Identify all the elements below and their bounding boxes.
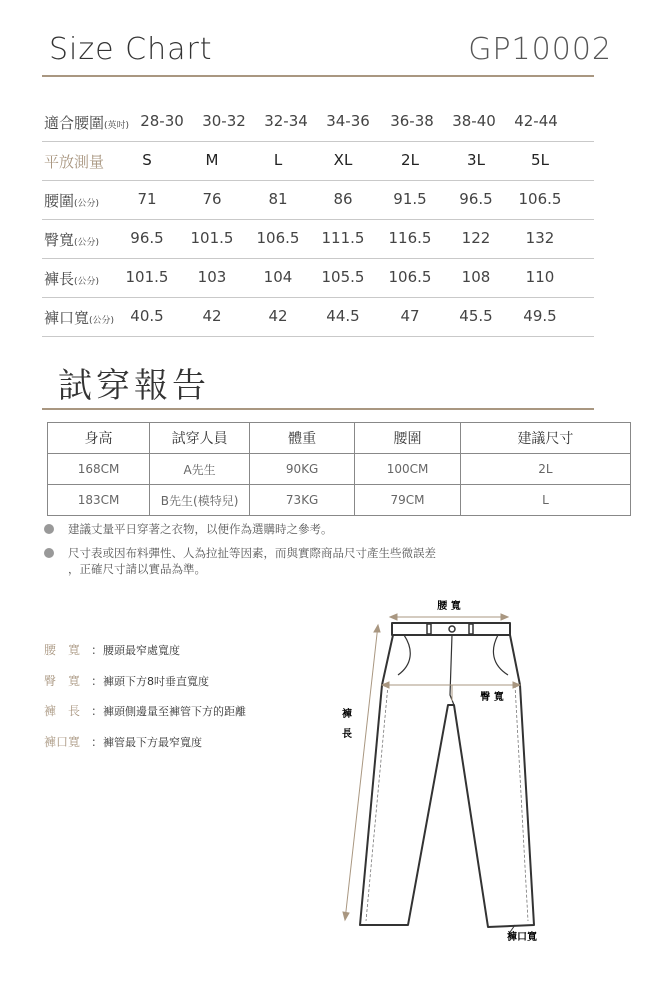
unit-label: (公分) (74, 199, 100, 209)
cell: 38-40 (452, 112, 496, 130)
waist-label: 腰 寬 (437, 601, 461, 612)
row-label (44, 112, 129, 133)
size-cell: L (273, 151, 283, 169)
size-cell: 2L (401, 151, 419, 169)
fit-report-table (47, 422, 631, 516)
seam-lines (366, 685, 528, 921)
cell: 91.5 (393, 190, 427, 208)
hem-label: 褲口寬 (507, 932, 537, 943)
definition-term: 腰 寬 (44, 643, 81, 657)
note-text: 尺寸表或因布料彈性、人為拉扯等因素，而與實際商品尺寸產生些微誤差 (68, 546, 436, 560)
cell: 81 (268, 190, 288, 208)
definition-desc: 褲管最下方最窄寬度 (103, 736, 203, 749)
table-cell: L (460, 485, 630, 516)
size-row-hem (42, 297, 594, 337)
table-cell: B先生(模特兒) (150, 485, 250, 516)
unit-label: (英吋) (104, 121, 130, 131)
cell: 106.5 (388, 268, 432, 286)
cell: 106.5 (518, 190, 562, 208)
table-cell: 2L (460, 454, 630, 485)
table-cell: 100CM (355, 454, 461, 485)
definition-length: 褲 長 ：褲頭側邊量至褲管下方的距離 (44, 704, 247, 718)
definition-term: 褲口寬 (44, 735, 81, 749)
cell: 71 (137, 190, 157, 208)
definition-desc: 褲頭側邊量至褲管下方的距離 (103, 705, 247, 718)
cell: 108 (461, 268, 491, 286)
definition-hem: 褲口寬 ：褲管最下方最窄寬度 (44, 735, 203, 749)
cell: 101.5 (190, 229, 234, 247)
table-cell: 73KG (250, 485, 355, 516)
size-row-hip (42, 219, 594, 259)
page-title: Size Chart (49, 32, 213, 67)
measure-label: 腰圍 (44, 192, 75, 210)
column-header: 建議尺寸 (460, 423, 630, 454)
cell: 122 (461, 229, 491, 247)
cell: 104 (263, 268, 293, 286)
row-label (44, 307, 114, 328)
definition-desc: 腰頭最窄處寬度 (103, 644, 181, 657)
cell: 44.5 (326, 307, 360, 325)
row-label (44, 190, 99, 211)
cell: 76 (202, 190, 222, 208)
cell: 47 (400, 307, 420, 325)
cell: 40.5 (130, 307, 164, 325)
size-row-waist-range (42, 102, 594, 142)
cell: 42-44 (514, 112, 558, 130)
size-cell: S (142, 151, 152, 169)
note-text: 建議丈量平日穿著之衣物，以便作為選購時之參考。 (68, 522, 333, 536)
size-row-waist (42, 180, 594, 220)
definition-term: 褲 長 (44, 704, 81, 718)
definition-desc: 褲頭下方8吋垂直寬度 (103, 675, 210, 688)
column-header: 腰圍 (355, 423, 461, 454)
hip-label: 臀 寬 (480, 692, 504, 703)
row-label (44, 268, 99, 289)
bullet-icon (44, 524, 54, 534)
cell: 34-36 (326, 112, 370, 130)
pants-diagram (330, 595, 570, 955)
size-cell: 5L (531, 151, 549, 169)
cell: 32-34 (264, 112, 308, 130)
product-code: GP10002 (468, 32, 612, 67)
table-row (48, 454, 631, 485)
size-cell: 3L (467, 151, 485, 169)
column-header: 體重 (250, 423, 355, 454)
unit-label: (公分) (74, 277, 100, 287)
definition-hip: 臀 寬 ：褲頭下方8吋垂直寬度 (44, 674, 210, 688)
cell: 36-38 (390, 112, 434, 130)
table-row (48, 485, 631, 516)
length-label-bottom: 長 (342, 729, 352, 740)
cell: 42 (268, 307, 288, 325)
note-1 (44, 521, 333, 537)
table-cell: 183CM (48, 485, 150, 516)
cell: 96.5 (130, 229, 164, 247)
cell: 30-32 (202, 112, 246, 130)
column-header: 試穿人員 (150, 423, 250, 454)
size-cell: XL (333, 151, 353, 169)
column-header: 身高 (48, 423, 150, 454)
table-cell: 79CM (355, 485, 461, 516)
cell: 101.5 (125, 268, 169, 286)
measure-label: 臀寬 (44, 231, 75, 249)
cell: 103 (197, 268, 227, 286)
cell: 45.5 (459, 307, 493, 325)
cell: 42 (202, 307, 222, 325)
bullet-icon (44, 548, 54, 558)
cell: 96.5 (459, 190, 493, 208)
cell: 28-30 (140, 112, 184, 130)
waist-width-arrow (390, 614, 508, 620)
cell: 111.5 (321, 229, 365, 247)
size-cell: M (205, 151, 219, 169)
definition-term: 臀 寬 (44, 674, 81, 688)
table-cell: 90KG (250, 454, 355, 485)
unit-label: (公分) (89, 316, 115, 326)
row-label: 平放測量 (44, 153, 105, 171)
row-label (44, 229, 99, 250)
unit-label: (公分) (74, 238, 100, 248)
waist-range-label: 適合腰圍 (44, 114, 105, 132)
measure-label: 褲長 (44, 270, 75, 288)
fit-report-divider (42, 408, 594, 410)
pants-outline (360, 623, 534, 927)
table-cell: A先生 (150, 454, 250, 485)
title-divider (42, 75, 594, 77)
size-row-length (42, 258, 594, 298)
length-label-top: 褲 (342, 709, 352, 720)
table-cell: 168CM (48, 454, 150, 485)
cell: 106.5 (256, 229, 300, 247)
note-text-continued: ，正確尺寸請以實品為準。 (68, 562, 206, 576)
size-row-sizes (42, 141, 594, 181)
cell: 105.5 (321, 268, 365, 286)
fit-report-title: 試穿報告 (58, 366, 210, 406)
measure-label: 褲口寬 (44, 309, 90, 327)
cell: 132 (525, 229, 555, 247)
cell: 116.5 (388, 229, 432, 247)
table-header-row (48, 423, 631, 454)
cell: 49.5 (523, 307, 557, 325)
definition-waist: 腰 寬 ：腰頭最窄處寬度 (44, 643, 181, 657)
note-2 (44, 545, 436, 577)
cell: 110 (525, 268, 555, 286)
cell: 86 (333, 190, 353, 208)
